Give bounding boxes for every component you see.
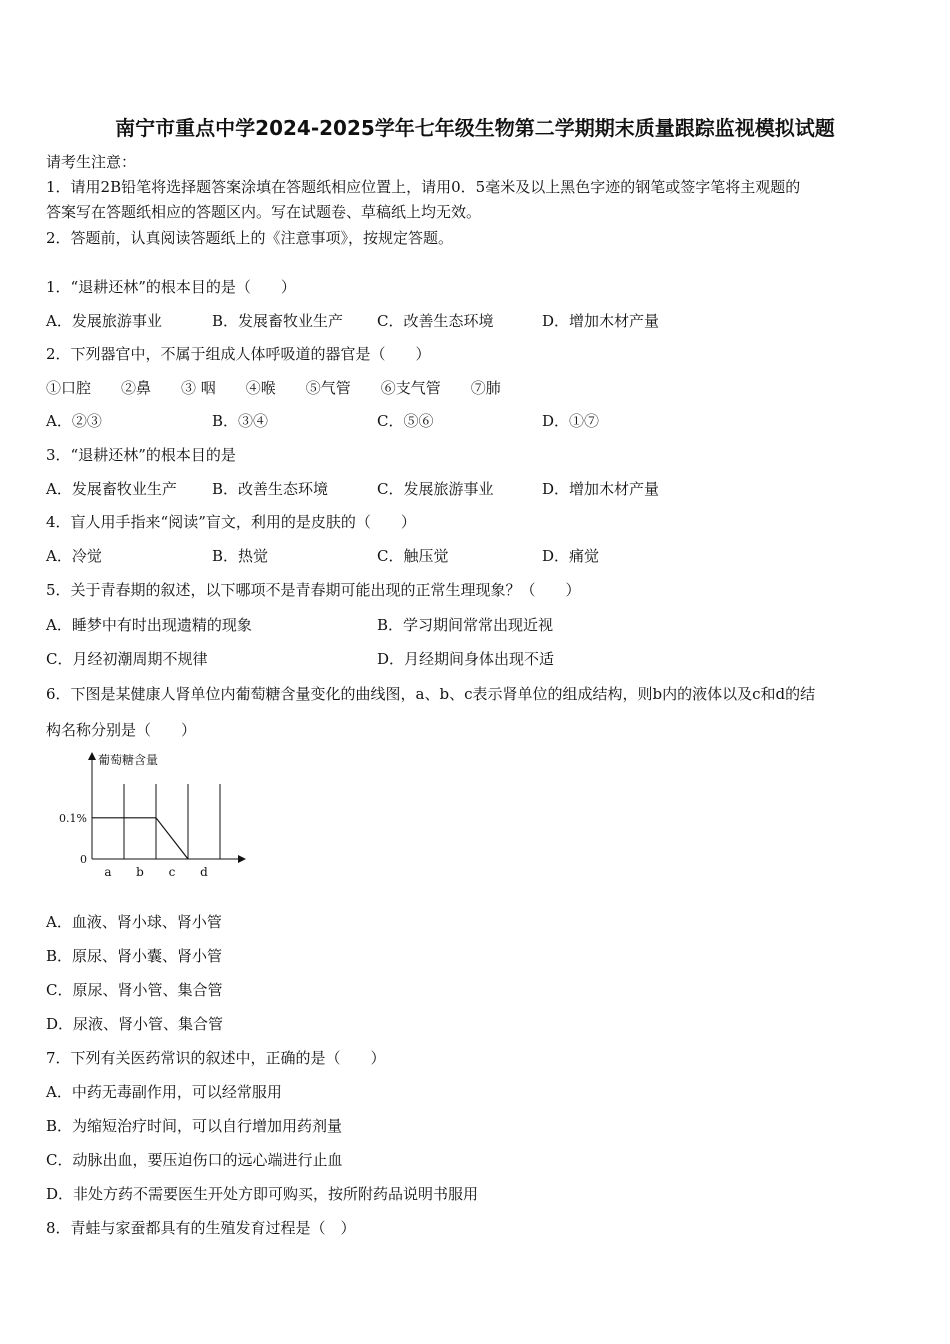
q5-option-d: D．月经期间身体出现不适 [377, 650, 555, 668]
q7-option-c: C．动脉出血，要压迫伤口的远心端进行止血 [46, 1151, 343, 1169]
q2-option-c: C．⑤⑥ [377, 412, 434, 430]
chart-x-tick-label: a [104, 865, 112, 879]
q7-option-d: D．非处方药不需要医生开处方即可购买，按所附药品说明书服用 [46, 1185, 479, 1203]
q4-option-b: B．热觉 [212, 547, 269, 565]
q7-option-a: A．中药无毒副作用，可以经常服用 [46, 1083, 282, 1101]
q5-stem: 5．关于青春期的叙述，以下哪项不是青春期可能出现的正常生理现象？（ ） [46, 581, 581, 599]
chart-series-line [92, 818, 188, 859]
glucose-chart [54, 748, 254, 884]
notice-item-2: 2．答题前，认真阅读答题纸上的《注意事项》，按规定答题。 [46, 229, 454, 247]
q4-option-c: C．触压觉 [377, 547, 449, 565]
page-title: 南宁市重点中学2024-2025学年七年级生物第二学期期末质量跟踪监视模拟试题 [115, 116, 835, 140]
q2-option-a: A．②③ [46, 412, 102, 430]
q5-option-c: C．月经初潮周期不规律 [46, 650, 208, 668]
chart-x-tick-label: c [168, 865, 176, 879]
q1-option-c: C．改善生态环境 [377, 312, 494, 330]
q3-option-b: B．改善生态环境 [212, 480, 329, 498]
q4-option-d: D．痛觉 [542, 547, 600, 565]
q1-option-a: A．发展旅游事业 [46, 312, 162, 330]
q7-stem: 7．下列有关医药常识的叙述中，正确的是（ ） [46, 1049, 386, 1067]
q5-option-b: B．学习期间常常出现近视 [377, 616, 554, 634]
chart-x-tick-label: b [136, 865, 144, 879]
q3-stem: 3．“退耕还林”的根本目的是 [46, 446, 236, 464]
q1-option-b: B．发展畜牧业生产 [212, 312, 344, 330]
q6-option-a: A．血液、肾小球、肾小管 [46, 913, 222, 931]
q2-option-d: D．①⑦ [542, 412, 600, 430]
notice-item-1-line-2: 答案写在答题纸相应的答题区内。写在试题卷、草稿纸上均无效。 [46, 203, 482, 221]
q3-option-d: D．增加木材产量 [542, 480, 660, 498]
chart-y-axis-label: 葡萄糖含量 [98, 753, 159, 767]
q5-option-a: A．睡梦中有时出现遗精的现象 [46, 616, 252, 634]
chart-y-tick-label: 0 [80, 853, 87, 866]
chart-x-tick-label: d [200, 865, 208, 879]
notice-item-1-line-1: 1．请用2B铅笔将选择题答案涂填在答题纸相应位置上，请用0．5毫米及以上黑色字迹的钢笔或签字笔将主观题的 [46, 178, 801, 196]
q2-option-b: B．③④ [212, 412, 269, 430]
chart-y-tick-label: 0.1% [59, 811, 87, 825]
q4-option-a: A．冷觉 [46, 547, 102, 565]
q1-stem: 1．“退耕还林”的根本目的是（ ） [46, 278, 296, 296]
chart-x-axis-arrow [238, 855, 246, 863]
q4-stem: 4．盲人用手指来“阅读”盲文，利用的是皮肤的（ ） [46, 513, 416, 531]
chart-y-axis-arrow [88, 752, 96, 760]
q1-option-d: D．增加木材产量 [542, 312, 660, 330]
q6-option-b: B．原尿、肾小囊、肾小管 [46, 947, 223, 965]
q7-option-b: B．为缩短治疗时间，可以自行增加用药剂量 [46, 1117, 343, 1135]
q8-stem: 8．青蛙与家蚕都具有的生殖发育过程是（ ） [46, 1219, 356, 1237]
notice-heading: 请考生注意： [46, 153, 137, 171]
q6-option-d: D．尿液、肾小管、集合管 [46, 1015, 224, 1033]
q2-stem: 2．下列器官中，不属于组成人体呼吸道的器官是（ ） [46, 345, 431, 363]
q6-stem-line-2: 构名称分别是（ ） [46, 721, 197, 739]
q3-option-a: A．发展畜牧业生产 [46, 480, 177, 498]
q2-organ-list: ①口腔 ②鼻 ③ 咽 ④喉 ⑤气管 ⑥支气管 ⑦肺 [46, 379, 501, 397]
q3-option-c: C．发展旅游事业 [377, 480, 494, 498]
q6-stem-line-1: 6．下图是某健康人肾单位内葡萄糖含量变化的曲线图，a、b、c表示肾单位的组成结构，则b内的液体以及c和d的结 [46, 685, 816, 703]
q6-option-c: C．原尿、肾小管、集合管 [46, 981, 223, 999]
